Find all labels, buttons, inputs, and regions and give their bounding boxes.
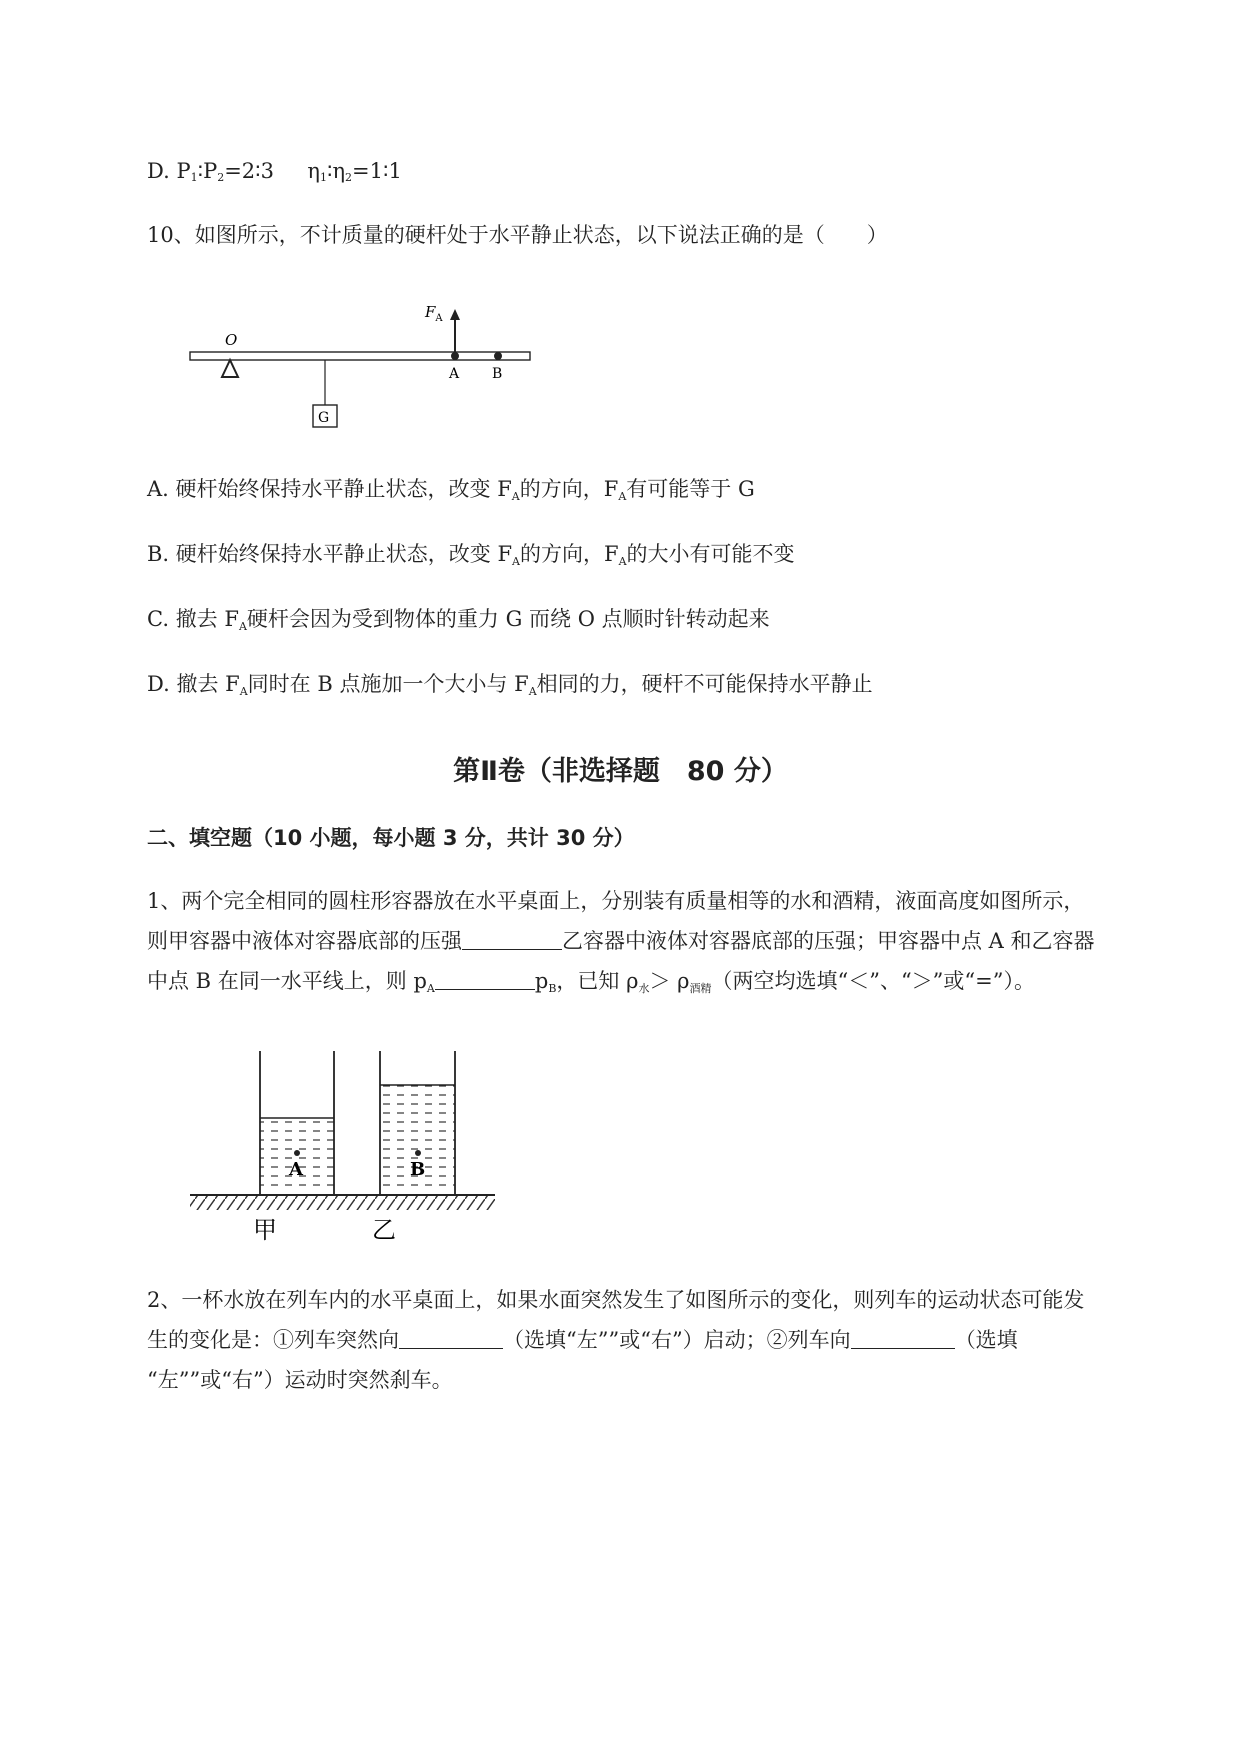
q1-text: ，已知 ρ — [556, 969, 639, 993]
subscript: A — [238, 620, 247, 633]
option-label: A. — [147, 477, 169, 501]
label-yi: 乙 — [372, 1216, 396, 1244]
subscript: A — [239, 685, 248, 698]
q1-line2 — [147, 926, 1095, 956]
option-text: 的方向，F — [520, 542, 619, 566]
option-label: B. — [147, 542, 170, 566]
option-text: 撤去 F — [175, 607, 239, 631]
p2-symbol: P — [203, 159, 218, 183]
subscript: 酒精 — [689, 982, 712, 995]
q10-option-c — [147, 604, 770, 642]
answer-blank-4[interactable] — [851, 1326, 955, 1349]
option-text: 有可能等于 G — [626, 477, 755, 501]
label-a: A — [449, 366, 460, 382]
eta1-symbol: η — [307, 159, 320, 183]
part2-title: 第Ⅱ卷（非选择题 80 分） — [453, 756, 788, 787]
subscript: 水 — [638, 982, 650, 995]
q2-line3: “左””或“右”）运动时突然刹车。 — [147, 1368, 453, 1392]
option-label: D. — [147, 159, 170, 183]
answer-blank-1[interactable] — [462, 927, 562, 950]
option-text: 相同的力，硬杆不可能保持水平静止 — [536, 672, 873, 696]
eta2-subscript: 2 — [345, 171, 353, 184]
option-text: 硬杆始终保持水平静止状态，改变 F — [175, 477, 512, 501]
subscript: A — [426, 982, 435, 995]
subscript: A — [618, 555, 627, 568]
q9-option-d — [147, 156, 402, 193]
option-text: 硬杆始终保持水平静止状态，改变 F — [175, 542, 513, 566]
option-text: 撤去 F — [176, 672, 240, 696]
fulcrum-icon — [222, 360, 238, 377]
ground-hatch — [190, 1196, 495, 1210]
lever-figure — [185, 295, 545, 435]
p1-symbol: P — [176, 159, 191, 183]
efficiency-ratio: =1∶1 — [352, 159, 402, 183]
point-b — [494, 352, 502, 360]
answer-blank-3[interactable] — [399, 1326, 503, 1349]
label-b: B — [410, 1159, 426, 1180]
label-b: B — [492, 366, 503, 382]
q1-text: 则甲容器中液体对容器底部的压强 — [147, 929, 462, 953]
option-label: D. — [147, 672, 170, 696]
subscript: A — [512, 555, 520, 568]
option-text: 同时在 B 点施加一个大小与 F — [247, 672, 529, 696]
label-a: A — [289, 1159, 303, 1180]
answer-blank-2[interactable] — [435, 967, 535, 990]
containers-figure — [185, 1045, 505, 1255]
q2-line2 — [147, 1325, 1018, 1355]
p1-subscript: 1 — [190, 171, 198, 184]
q1-line3 — [147, 966, 1035, 1004]
q10-option-d — [147, 669, 873, 707]
label-o: O — [225, 331, 238, 349]
q2-line1: 2、一杯水放在列车内的水平桌面上，如果水面突然发生了如图所示的变化，则列车的运动状态可能发 — [147, 1288, 1085, 1312]
option-label: C. — [147, 607, 169, 631]
point-b — [415, 1150, 421, 1156]
arrow-up-icon — [450, 309, 460, 320]
q2-text: 生的变化是：①列车突然向 — [147, 1328, 399, 1352]
label-g: G — [318, 410, 330, 426]
q1-text: （两空均选填“＜”、“＞”或“=”）。 — [711, 969, 1035, 993]
power-ratio: =2∶3 — [224, 159, 274, 183]
eta1-subscript: 1 — [319, 171, 327, 184]
q1-line1: 1、两个完全相同的圆柱形容器放在水平桌面上，分别装有质量相等的水和酒精，液面高度如图所示， — [147, 889, 1085, 913]
colon: ∶ — [326, 159, 333, 183]
label-fa: $F_A$ — [425, 303, 443, 324]
point-a — [451, 352, 459, 360]
q1-text: 乙容器中液体对容器底部的压强；甲容器中点 A 和乙容器 — [562, 929, 1095, 953]
eta2-symbol: η — [332, 159, 346, 183]
p2-subscript: 2 — [217, 171, 225, 184]
colon: ∶ — [197, 159, 204, 183]
point-a — [294, 1150, 300, 1156]
subscript: A — [618, 490, 627, 503]
option-text: 硬杆会因为受到物体的重力 G 而绕 O 点顺时针转动起来 — [246, 607, 770, 631]
subscript: A — [511, 490, 520, 503]
label-jia: 甲 — [253, 1216, 277, 1244]
q1-text: ＞ ρ — [649, 969, 690, 993]
q2-text: （选填 — [954, 1328, 1018, 1352]
q1-text: p — [534, 969, 549, 993]
subscript: B — [548, 982, 557, 995]
option-text: 的大小有可能不变 — [626, 542, 795, 566]
section-heading: 二、填空题（10 小题，每小题 3 分，共计 30 分） — [147, 826, 635, 850]
q10-option-a — [147, 474, 755, 512]
q2-text: （选填“左””或“右”）启动；②列车向 — [503, 1328, 851, 1352]
q1-text: 中点 B 在同一水平线上，则 p — [147, 969, 427, 993]
lever-bar — [190, 352, 530, 360]
q10-option-b — [147, 539, 795, 577]
q10-stem: 10、如图所示，不计质量的硬杆处于水平静止状态，以下说法正确的是（ ） — [147, 223, 888, 247]
option-text: 的方向，F — [519, 477, 619, 501]
subscript: A — [528, 685, 537, 698]
